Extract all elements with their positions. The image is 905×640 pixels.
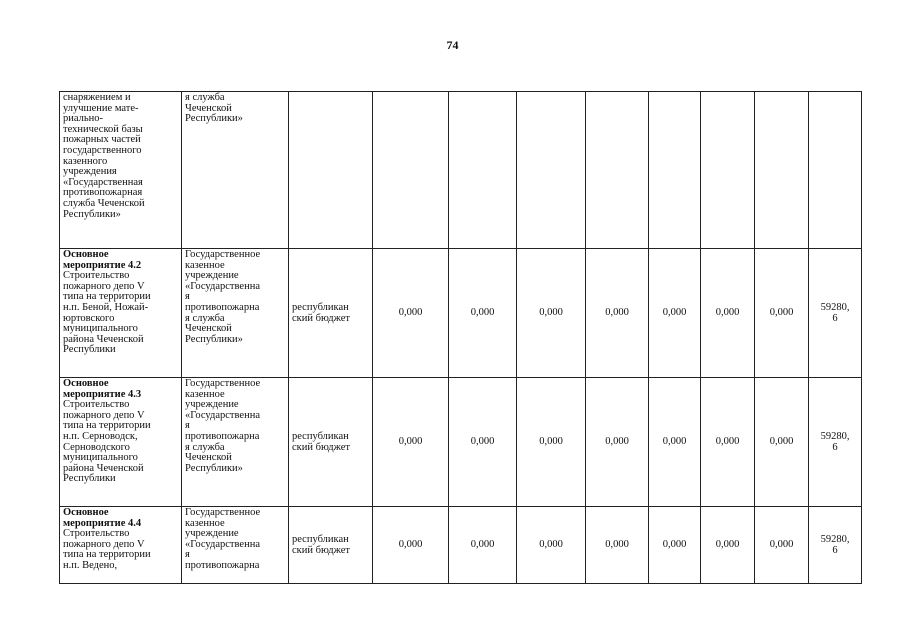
measure-name-line: риально-	[63, 113, 104, 125]
table-row	[60, 378, 862, 507]
measure-name-line: Строительство	[63, 270, 130, 282]
measure-name-line: пожарного депо V	[63, 538, 145, 550]
executor-cell	[182, 249, 289, 378]
executor-line: противопожарна	[185, 430, 260, 442]
value-cell: 0,000	[517, 378, 586, 507]
measure-name-line: типа на территории	[63, 420, 151, 432]
executor-line: казенное	[185, 388, 225, 400]
measure-title-line: Основное	[63, 378, 109, 389]
funding-source-cell	[289, 92, 373, 249]
value-cell: 0,000	[701, 507, 755, 584]
executor-line: я служба	[185, 441, 225, 453]
measure-name-cell	[60, 507, 182, 584]
measure-name-line: противопожарная	[63, 187, 143, 199]
measure-name-line: пожарного депо V	[63, 280, 145, 292]
total-line: 59280,	[820, 533, 850, 545]
measure-name-line: учреждения	[63, 166, 117, 178]
measure-name-line: государственного	[63, 144, 142, 156]
executor-line: Чеченской	[185, 102, 232, 114]
measure-name-line: муниципального	[63, 323, 138, 335]
funding-source-cell	[289, 378, 373, 507]
value-cell: 0,000	[449, 378, 517, 507]
executor-line: «Государственна	[185, 538, 260, 550]
measure-name-line: Серноводского	[63, 441, 130, 453]
measure-name-line: типа на территории	[63, 291, 151, 303]
executor-line: Государственное	[185, 378, 261, 389]
value-cell: 0,000	[586, 507, 649, 584]
measure-name-line: Республики	[63, 473, 116, 485]
executor-line: Чеченской	[185, 323, 232, 335]
table-row	[60, 92, 862, 249]
value-cell: 0,000	[649, 507, 701, 584]
value-cell	[517, 92, 586, 249]
measure-name-line: Строительство	[63, 528, 130, 540]
executor-line: Государственное	[185, 507, 261, 518]
value-cell: 0,000	[449, 507, 517, 584]
value-cell	[649, 92, 701, 249]
funding-source-line: республикан	[292, 301, 349, 313]
measure-name-line: технической базы	[63, 123, 143, 135]
measure-name-line: снаряжением и	[63, 92, 131, 103]
value-cell	[449, 92, 517, 249]
measure-title-line: мероприятие 4.4	[63, 517, 142, 529]
executor-line: учреждение	[185, 528, 239, 540]
measure-name-line: района Чеченской	[63, 333, 144, 345]
executor-line: казенное	[185, 517, 225, 529]
measure-title-line: мероприятие 4.2	[63, 259, 142, 271]
measure-name-line: пожарного депо V	[63, 409, 145, 421]
value-cell: 0,000	[649, 378, 701, 507]
value-cell: 0,000	[373, 507, 449, 584]
measure-name-line: пожарных частей	[63, 134, 141, 146]
total-cell	[809, 92, 862, 249]
executor-line: я служба	[185, 312, 225, 324]
page-number: 74	[446, 38, 459, 52]
measure-title-line: Основное	[63, 507, 109, 518]
value-cell	[373, 92, 449, 249]
funding-source-line: республикан	[292, 430, 349, 442]
measure-name-line: типа на территории	[63, 549, 151, 561]
value-cell: 0,000	[517, 507, 586, 584]
value-cell: 0,000	[373, 249, 449, 378]
measure-name-line: Республики	[63, 344, 116, 356]
executor-line: противопожарна	[185, 301, 260, 313]
funding-source-line: ский бюджет	[292, 312, 350, 324]
total-line: 6	[832, 312, 838, 324]
executor-line: учреждение	[185, 399, 239, 411]
measure-name-line: казенного	[63, 155, 108, 167]
measure-name-line: н.п. Ведено,	[63, 559, 118, 571]
funding-source-line: республикан	[292, 533, 349, 545]
total-cell	[809, 378, 862, 507]
measure-name-line: района Чеченской	[63, 462, 144, 474]
value-cell: 0,000	[701, 378, 755, 507]
measure-name-cell	[60, 249, 182, 378]
total-line: 59280,	[820, 301, 850, 313]
measure-name-cell	[60, 378, 182, 507]
value-cell	[701, 92, 755, 249]
funding-source-line: ский бюджет	[292, 544, 350, 556]
total-cell	[809, 507, 862, 584]
value-cell: 0,000	[586, 249, 649, 378]
measure-name-line: «Государственная	[63, 176, 143, 188]
executor-line: Республики»	[185, 333, 243, 345]
executor-line: Республики»	[185, 462, 243, 474]
funding-source-cell	[289, 507, 373, 584]
total-cell	[809, 249, 862, 378]
value-cell: 0,000	[649, 249, 701, 378]
value-cell: 0,000	[755, 249, 809, 378]
executor-line: «Государственна	[185, 280, 260, 292]
executor-cell	[182, 92, 289, 249]
executor-cell	[182, 507, 289, 584]
value-cell: 0,000	[701, 249, 755, 378]
measure-name-line: улучшение мате-	[63, 102, 139, 114]
executor-line: учреждение	[185, 270, 239, 282]
funding-source-cell	[289, 249, 373, 378]
executor-line: Республики»	[185, 113, 243, 125]
measure-title-line: мероприятие 4.3	[63, 388, 142, 400]
total-line: 59280,	[820, 430, 850, 442]
table-body	[60, 92, 862, 584]
total-line: 6	[832, 441, 838, 453]
measure-title-line: Основное	[63, 249, 109, 260]
executor-line: Чеченской	[185, 452, 232, 464]
value-cell: 0,000	[755, 507, 809, 584]
executor-cell	[182, 378, 289, 507]
total-line: 6	[832, 544, 838, 556]
value-cell	[586, 92, 649, 249]
measure-name-line: юртовского	[63, 312, 115, 324]
measure-name-line: Строительство	[63, 399, 130, 411]
table-row	[60, 249, 862, 378]
measure-name-cell	[60, 92, 182, 249]
executor-line: «Государственна	[185, 409, 260, 421]
measure-name-line: н.п. Серноводск,	[63, 430, 138, 442]
funding-source-line: ский бюджет	[292, 441, 350, 453]
executor-line: казенное	[185, 259, 225, 271]
value-cell: 0,000	[449, 249, 517, 378]
value-cell: 0,000	[755, 378, 809, 507]
measure-name-line: служба Чеченской	[63, 197, 145, 209]
executor-line: я служба	[185, 92, 225, 103]
executor-line: Государственное	[185, 249, 261, 260]
table-row	[60, 507, 862, 584]
measure-name-line: муниципального	[63, 452, 138, 464]
measure-name-line: н.п. Беной, Ножай-	[63, 301, 149, 313]
value-cell: 0,000	[517, 249, 586, 378]
value-cell: 0,000	[586, 378, 649, 507]
value-cell: 0,000	[373, 378, 449, 507]
value-cell	[755, 92, 809, 249]
executor-line: я	[185, 420, 190, 432]
measure-name-line: Республики»	[63, 208, 121, 220]
executor-line: я	[185, 549, 190, 561]
program-table	[59, 91, 862, 584]
executor-line: противопожарна	[185, 559, 260, 571]
executor-line: я	[185, 291, 190, 303]
